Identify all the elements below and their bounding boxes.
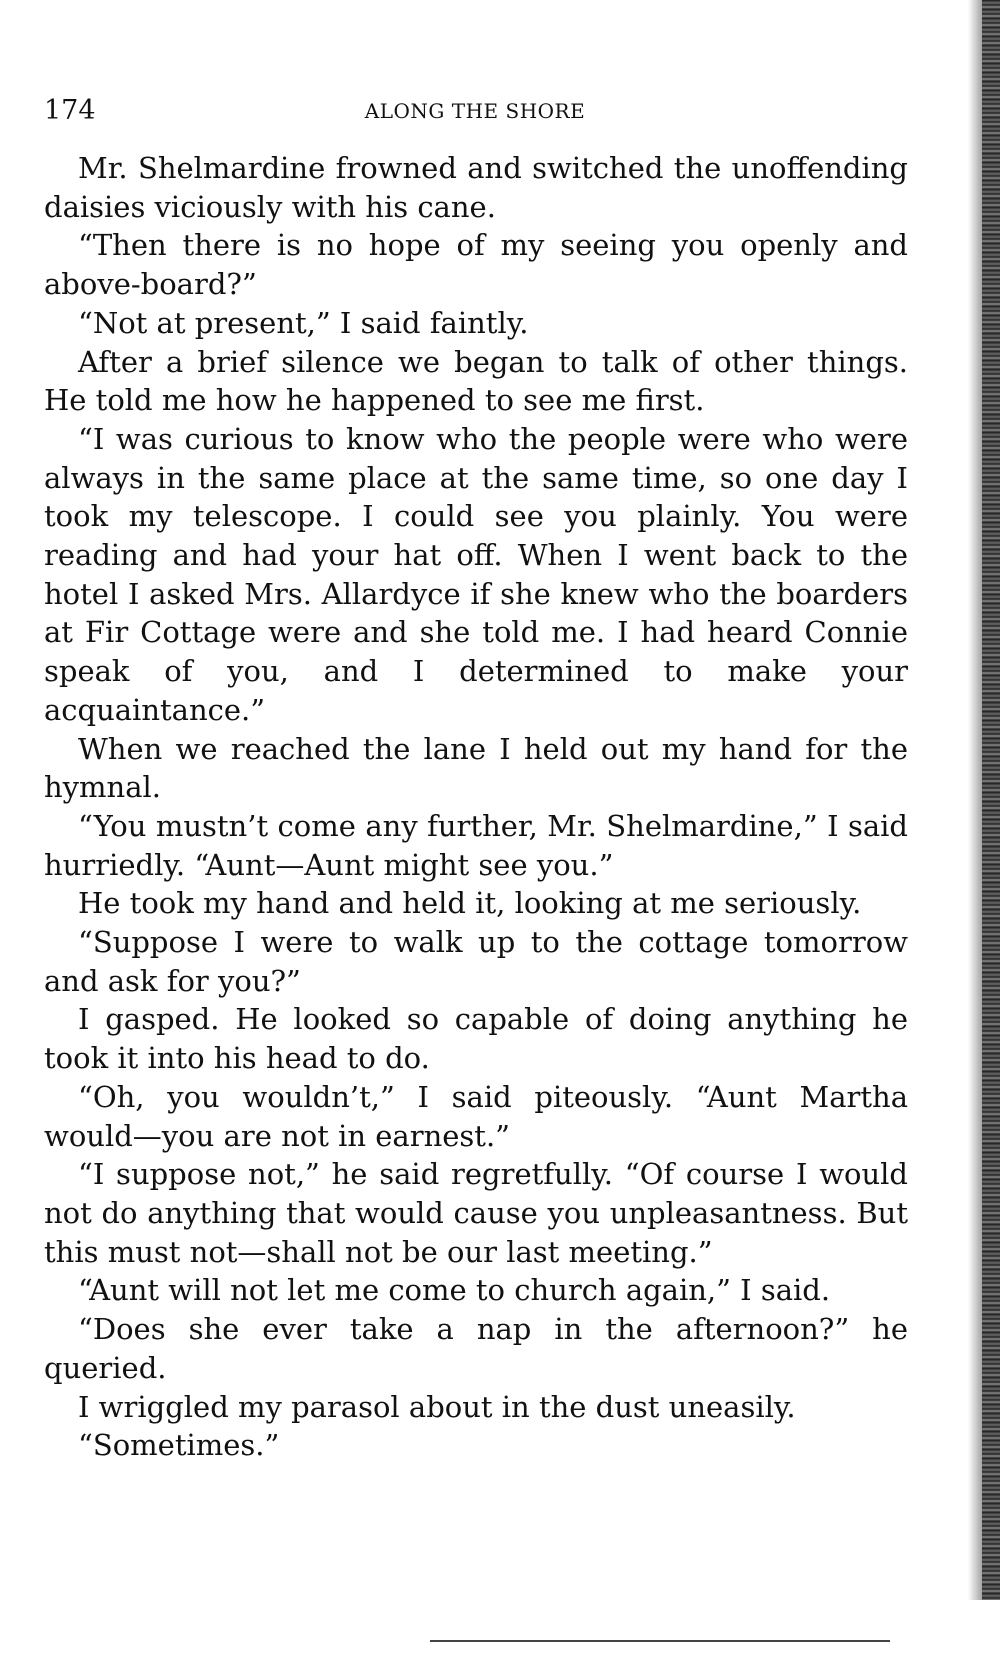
paragraph: “I was curious to know who the people were who were always in the same place at the same time, so one day I took my telescope. I could see you plainly. You were reading and had your hat off. When I went back to the hotel I asked Mrs. Allardyce if she knew who the boarders at Fir Cottage were and she told me. I had heard Connie speak of you, and I determined to make your acquaintance.” (44, 421, 908, 727)
bottom-edge-line (430, 1640, 890, 1642)
paragraph: “Not at present,” I said faintly. (78, 305, 529, 340)
book-spine-edge (982, 0, 1000, 1600)
paragraph: “I suppose not,” he said regretfully. “Of course I would not do anything that would cause you unpleasantness. But this must not—shall not be our last meeting.” (44, 1157, 908, 1269)
paragraph: Mr. Shelmardine frowned and switched the unoffending daisies viciously with his cane. (44, 151, 908, 224)
paragraph: “Oh, you wouldn’t,” I said piteously. “Aunt Martha would—you are not in earnest.” (44, 1079, 908, 1153)
paragraph: He took my hand and held it, looking at me seriously. (78, 886, 862, 921)
page-number: 174 (44, 95, 96, 126)
paragraph: I wriggled my parasol about in the dust uneasily. (78, 1389, 796, 1424)
paragraph: After a brief silence we began to talk of other things. He told me how he happened to see me first. (44, 344, 908, 418)
paragraph: “You mustn’t come any further, Mr. Shelmardine,” I said hurriedly. “Aunt—Aunt might see you.” (44, 808, 908, 882)
paragraph: “Aunt will not let me come to church again,” I said. (78, 1273, 831, 1308)
body-text (44, 149, 908, 1465)
paragraph: “Does she ever take a nap in the afternoon?” he queried. (44, 1312, 908, 1385)
page-header (44, 93, 906, 129)
paragraph: When we reached the lane I held out my hand for the hymnal. (44, 731, 908, 805)
page-gutter-shadow (968, 0, 982, 1600)
paragraph: I gasped. He looked so capable of doing anything he took it into his head to do. (44, 1002, 908, 1076)
running-head: ALONG THE SHORE (364, 99, 586, 123)
paragraph: “Sometimes.” (78, 1428, 280, 1463)
paragraph: “Then there is no hope of my seeing you openly and above-board?” (44, 228, 908, 302)
paragraph: “Suppose I were to walk up to the cottage tomorrow and ask for you?” (44, 925, 908, 998)
